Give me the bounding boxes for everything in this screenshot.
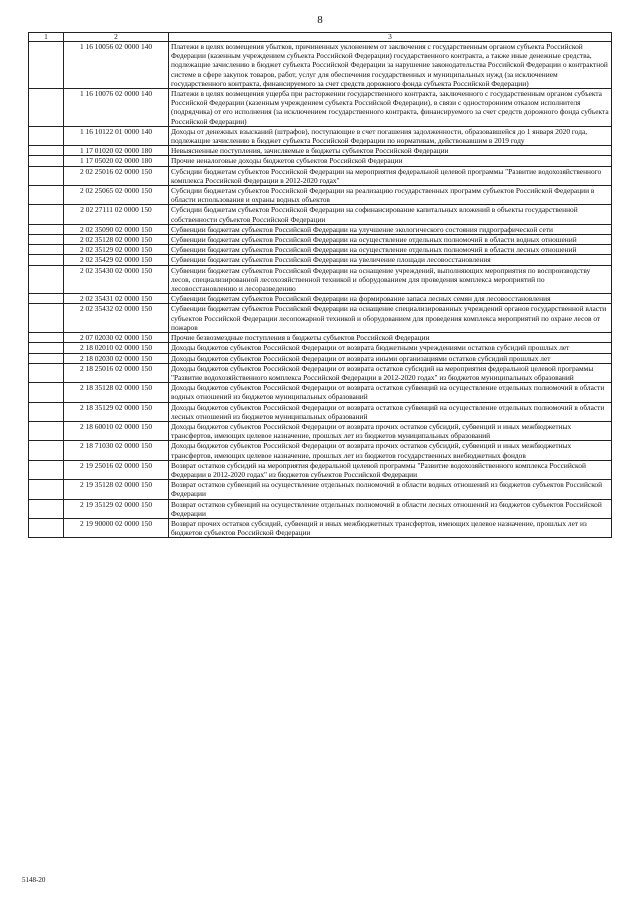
table-row [29,224,612,234]
row-empty-cell [29,146,64,156]
row-empty-cell [29,460,64,479]
revenue-code-cell: 2 18 35129 02 0000 150 [64,402,169,421]
revenue-code-cell: 2 02 35129 02 0000 150 [64,245,169,255]
row-empty-cell [29,363,64,382]
table-row [29,205,612,224]
revenue-description-cell: Субсидии бюджетам субъектов Российской Федерации на реализацию государственных программ субъектов Российской Федерации в области использования и охраны водных объектов [169,186,612,205]
footer-document-code: 5148-20 [22,876,46,884]
revenue-description-cell: Доходы бюджетов субъектов Российской Федерации от возврата остатков субвенций на осуществление отдельных полномочий в области лесных отношений из бюджетов муниципальных образований [169,402,612,421]
table-row [29,166,612,185]
revenue-code-cell: 2 18 35128 02 0000 150 [64,383,169,402]
revenue-description-cell: Субвенции бюджетам субъектов Российской Федерации на оснащение специализированных учреждений органов государственной власти субъектов Российской Федерации лесопожарной техникой и оборудованием для проведения комплекса мероприятий по охране лесов от пожаров [169,304,612,333]
revenue-code-cell: 2 02 25016 02 0000 150 [64,166,169,185]
row-empty-cell [29,499,64,518]
row-empty-cell [29,353,64,363]
table-row [29,499,612,518]
revenue-description-cell: Прочие безвозмездные поступления в бюджеты субъектов Российской Федерации [169,333,612,343]
revenue-description-cell: Невыясненные поступления, зачисляемые в бюджеты субъектов Российской Федерации [169,146,612,156]
page-number: 8 [317,14,323,26]
table-row [29,421,612,440]
revenue-code-cell: 2 19 90000 02 0000 150 [64,518,169,537]
revenue-code-cell: 2 02 27111 02 0000 150 [64,205,169,224]
table-row [29,265,612,294]
table-row [29,518,612,537]
table-row [29,304,612,333]
revenue-code-cell: 2 02 35430 02 0000 150 [64,265,169,294]
revenue-description-cell: Доходы бюджетов субъектов Российской Федерации от возврата бюджетными учреждениями остатков субсидий прошлых лет [169,343,612,353]
revenue-description-cell: Доходы бюджетов субъектов Российской Федерации от возврата иными организациями остатков субсидий прошлых лет [169,353,612,363]
revenue-code-cell: 2 07 02030 02 0000 150 [64,333,169,343]
revenue-description-cell: Доходы бюджетов субъектов Российской Федерации от возврата прочих остатков субсидий, субвенций и иных межбюджетных трансфертов, имеющих целевое назначение, прошлых лет из бюджетов муниципальных образований [169,421,612,440]
revenue-description-cell: Доходы от денежных взысканий (штрафов), поступающие в счет погашения задолженности, образовавшейся до 1 января 2020 года, подлежащие зачислению в бюджет субъекта Российской Федерации по нормативам, действовавшим в 2019 году [169,126,612,145]
revenue-description-cell: Субвенции бюджетам субъектов Российской Федерации на оснащение учреждений, выполняющих мероприятия по воспроизводству лесов, специализированной лесохозяйственной техникой и оборудованием для проведения комплекса мероприятий по лесовосстановлению и лесоразведению [169,265,612,294]
row-empty-cell [29,294,64,304]
revenue-code-cell: 2 02 35128 02 0000 150 [64,235,169,245]
revenue-description-cell: Доходы бюджетов субъектов Российской Федерации от возврата остатков субсидий на мероприятия федеральной целевой программы "Развитие водохозяйственного комплекса Российской Федерации в 2012-2020 годах" из бюджетов муниципальных образований [169,363,612,382]
table-row [29,343,612,353]
row-empty-cell [29,156,64,166]
row-empty-cell [29,126,64,145]
revenue-code-cell: 2 18 71030 02 0000 150 [64,441,169,460]
row-empty-cell [29,166,64,185]
revenue-description-cell: Платежи в целях возмещения ущерба при расторжении государственного контракта, заключенного с государственным органом субъекта Российской Федерации (казенным учреждением субъекта Российской Федерации), в связи с односторонним отказом исполнителя (подрядчика) от его исполнения (за исключением государственного контракта, финансируемого за счет средств дорожного фонда субъекта Российской Федерации) [169,89,612,127]
row-empty-cell [29,89,64,127]
revenue-code-cell: 1 17 05020 02 0000 180 [64,156,169,166]
table-row [29,353,612,363]
revenue-description-cell: Субвенции бюджетам субъектов Российской Федерации на увеличение площади лесовосстановления [169,255,612,265]
revenue-description-cell: Прочие неналоговые доходы бюджетов субъектов Российской Федерации [169,156,612,166]
revenue-description-cell: Доходы бюджетов субъектов Российской Федерации от возврата прочих остатков субсидий, субвенций и иных межбюджетных трансфертов, имеющих целевое назначение, прошлых лет из бюджетов государственных внебюджетных фондов [169,441,612,460]
revenue-description-cell: Доходы бюджетов субъектов Российской Федерации от возврата остатков субвенций на осуществление отдельных полномочий в области водных отношений из бюджетов муниципальных образований [169,383,612,402]
revenue-code-cell: 1 17 01020 02 0000 180 [64,146,169,156]
table-row [29,186,612,205]
revenue-description-cell: Субвенции бюджетам субъектов Российской Федерации на улучшение экологического состояния гидрографической сети [169,224,612,234]
table-row [29,146,612,156]
row-empty-cell [29,205,64,224]
revenue-code-cell: 2 02 35429 02 0000 150 [64,255,169,265]
revenue-code-cell: 2 02 35090 02 0000 150 [64,224,169,234]
revenue-description-cell: Субвенции бюджетам субъектов Российской Федерации на формирование запаса лесных семян для лесовосстановления [169,294,612,304]
table-row [29,294,612,304]
revenue-description-cell: Возврат остатков субсидий на мероприятия федеральной целевой программы "Развитие водохозяйственного комплекса Российской Федерации в 2012-2020 годах" из бюджетов субъектов Российской Федерации [169,460,612,479]
row-empty-cell [29,441,64,460]
table-row [29,255,612,265]
revenue-code-cell: 1 16 10076 02 0000 140 [64,89,169,127]
table-row [29,383,612,402]
revenue-description-cell: Возврат остатков субвенций на осуществление отдельных полномочий в области лесных отношений из бюджетов субъектов Российской Федерации [169,499,612,518]
row-empty-cell [29,333,64,343]
revenue-code-cell: 2 19 25016 02 0000 150 [64,460,169,479]
revenue-code-cell: 2 19 35128 02 0000 150 [64,480,169,499]
revenue-code-cell: 2 18 25016 02 0000 150 [64,363,169,382]
revenue-description-cell: Субвенции бюджетам субъектов Российской Федерации на осуществление отдельных полномочий в области лесных отношений [169,245,612,255]
table-row [29,402,612,421]
table-row [29,42,612,89]
revenue-description-cell: Субсидии бюджетам субъектов Российской Федерации на мероприятия федеральной целевой программы "Развитие водохозяйственного комплекса Российской Федерации в 2012-2020 годах" [169,166,612,185]
revenue-description-cell: Возврат остатков субвенций на осуществление отдельных полномочий в области водных отношений из бюджетов субъектов Российской Федерации [169,480,612,499]
revenue-description-cell: Субсидии бюджетам субъектов Российской Федерации на софинансирование капитальных вложений в объекты государственной собственности субъектов Российской Федерации [169,205,612,224]
row-empty-cell [29,304,64,333]
table-header-row [29,33,612,42]
row-empty-cell [29,518,64,537]
table-row [29,441,612,460]
row-empty-cell [29,383,64,402]
table-row [29,333,612,343]
header-col-1: 1 [29,33,64,42]
row-empty-cell [29,480,64,499]
table-row [29,235,612,245]
table-row [29,126,612,145]
row-empty-cell [29,245,64,255]
table-row [29,363,612,382]
row-empty-cell [29,421,64,440]
header-col-2: 2 [64,33,169,42]
table-row [29,89,612,127]
revenue-code-cell: 1 16 10056 02 0000 140 [64,42,169,89]
revenue-code-cell: 2 18 60010 02 0000 150 [64,421,169,440]
revenue-code-cell: 2 02 35432 02 0000 150 [64,304,169,333]
header-col-3: 3 [169,33,612,42]
row-empty-cell [29,224,64,234]
revenue-code-cell: 2 18 02030 02 0000 150 [64,353,169,363]
row-empty-cell [29,255,64,265]
revenue-description-cell: Субвенции бюджетам субъектов Российской Федерации на осуществление отдельных полномочий в области водных отношений [169,235,612,245]
table-row [29,245,612,255]
table-row [29,460,612,479]
table-row [29,156,612,166]
revenue-description-cell: Платежи в целях возмещения убытков, причиненных уклонением от заключения с государственным органом субъекта Российской Федерации (казенным учреждением субъекта Российской Федерации) государственного контракта, а также иные денежные средства, подлежащие зачислению в бюджет субъекта Российской Федерации за нарушение законодательства Российской Федерации о контрактной системе в сфере закупок товаров, работ, услуг для обеспечения государственных и муниципальных нужд (за исключением государственного контракта, финансируемого за счет средств дорожного фонда субъекта Российской Федерации) [169,42,612,89]
revenue-codes-table [28,32,612,538]
row-empty-cell [29,343,64,353]
revenue-code-cell: 1 16 10122 01 0000 140 [64,126,169,145]
row-empty-cell [29,265,64,294]
row-empty-cell [29,186,64,205]
row-empty-cell [29,402,64,421]
row-empty-cell [29,42,64,89]
revenue-code-cell: 2 18 02010 02 0000 150 [64,343,169,353]
revenue-description-cell: Возврат прочих остатков субсидий, субвенций и иных межбюджетных трансфертов, имеющих целевое назначение, прошлых лет из бюджетов субъектов Российской Федерации [169,518,612,537]
row-empty-cell [29,235,64,245]
table-row [29,480,612,499]
revenue-code-cell: 2 02 25065 02 0000 150 [64,186,169,205]
revenue-code-cell: 2 19 35129 02 0000 150 [64,499,169,518]
revenue-code-cell: 2 02 35431 02 0000 150 [64,294,169,304]
